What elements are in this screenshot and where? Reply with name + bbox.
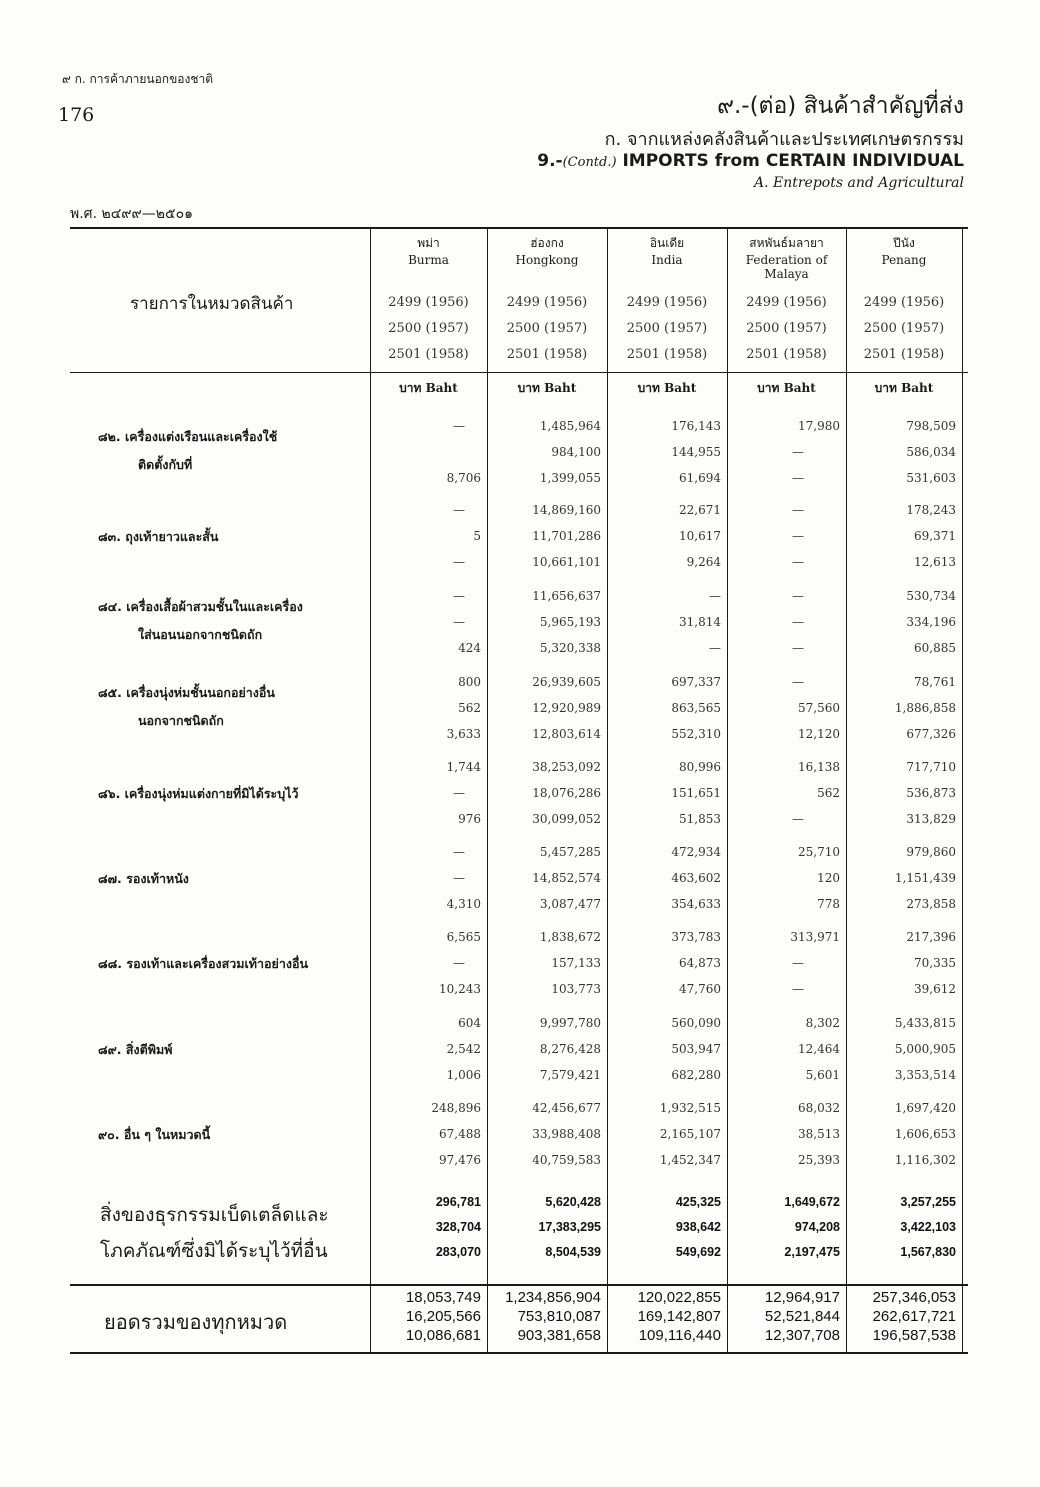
misc-cell: 974,208 [794,1220,840,1234]
table-cell: 144,955 [671,445,721,459]
table-cell: 57,560 [798,701,840,715]
row-label: ๘๒. เครื่องแต่งเรือนและเครื่องใช้ [98,429,278,444]
table-cell: 8,276,428 [539,1042,601,1056]
page-number: 176 [58,104,95,126]
table-cell: 12,464 [798,1042,840,1056]
table-cell: — [792,641,804,655]
unit-label: บาท Baht [399,381,458,395]
table-cell: 33,988,408 [532,1127,601,1141]
table-cell: 7,579,421 [539,1068,601,1082]
grand-total-cell: 52,521,844 [764,1308,840,1325]
table-cell: — [792,529,804,543]
section-caption: ๙ ก. การค้าภายนอกของชาติ [62,72,214,86]
title-main: IMPORTS from CERTAIN INDIVIDUAL [622,151,964,171]
year-label: 2501 (1958) [388,347,469,362]
column-header-english: Penang [881,253,927,267]
year-label: 2499 (1956) [626,295,708,310]
table-cell: — [709,641,721,655]
table-cell: 3,633 [446,727,481,741]
row-header-label: รายการในหมวดสินค้า [130,294,294,314]
table-cell: 354,633 [671,897,721,911]
table-cell: 11,656,637 [532,589,601,603]
table-cell: — [453,956,465,970]
grand-total-cell: 12,964,917 [764,1289,840,1306]
table-cell: 67,488 [439,1127,481,1141]
row-label: ใส่นอนนอกจากชนิดถัก [138,627,263,642]
table-cell: 68,032 [798,1101,840,1115]
column-header-english: Burma [408,253,449,267]
year-label: 2499 (1956) [388,295,469,310]
table-cell: — [453,555,465,569]
row-label: ๘๕. เครื่องนุ่งห่มชั้นนอกอย่างอื่น [98,685,275,700]
misc-cell: 3,422,103 [900,1220,956,1234]
table-cell: 80,996 [679,760,721,774]
table-cell: 70,335 [914,956,956,970]
table-cell: — [792,812,804,826]
table-cell: 1,006 [446,1068,481,1082]
table-cell: 157,133 [551,956,601,970]
misc-cell: 1,649,672 [784,1195,840,1209]
row-label: ๘๘. รองเท้าและเครื่องสวมเท้าอย่างอื่น [98,956,309,971]
year-range: พ.ศ. ๒๔๙๙—๒๕๐๑ [70,206,194,222]
table-cell: 78,761 [914,675,956,689]
table-cell: 60,885 [914,641,956,655]
unit-label: บาท Baht [517,381,577,395]
table-cell: 69,371 [914,529,956,543]
table-cell: 12,120 [798,727,840,741]
column-header [727,236,846,281]
grand-total-cell: 16,205,566 [405,1308,481,1325]
misc-cell: 2,197,475 [784,1245,840,1259]
grand-total-cell: 903,381,658 [517,1327,601,1344]
table-cell: 677,326 [906,727,956,741]
row-label: ๙๐. อื่น ๆ ในหมวดนี้ [98,1127,211,1142]
table-cell: 51,853 [679,812,721,826]
table-cell: 25,710 [798,845,840,859]
column-header [607,236,727,267]
column-header [487,236,607,267]
unit-label: บาท Baht [637,381,697,395]
table-cell: 586,034 [906,445,956,459]
table-cell: 562 [817,786,840,800]
table-cell: 151,651 [671,786,721,800]
table-cell: 8,706 [446,471,481,485]
column-header-thai: ฮ่องกง [530,236,564,250]
table-cell: 217,396 [906,930,956,944]
year-label: 2501 (1958) [746,347,827,362]
table-cell: 4,310 [446,897,481,911]
column-header-english: India [651,253,683,267]
table-bottom-rule [70,1352,968,1354]
page-subtitle-thai: ก. จากแหล่งคลังสินค้าและประเทศเกษตรกรรม [604,129,964,150]
unit-label: บาท Baht [874,381,934,395]
table-cell: 2,542 [446,1042,481,1056]
misc-cell: 296,781 [435,1195,481,1209]
table-cell: 5,320,338 [539,641,601,655]
column-header [370,236,487,267]
table-cell: 5,457,285 [539,845,601,859]
table-cell: 38,253,092 [532,760,601,774]
table-cell: 334,196 [906,615,956,629]
year-label: 2499 (1956) [863,295,945,310]
table-top-rule [70,227,968,229]
misc-cell: 425,325 [675,1195,721,1209]
title-contd: (Contd.) [562,155,617,170]
year-label: 2500 (1957) [626,321,708,336]
table-cell: 313,829 [906,812,956,826]
table-cell: 800 [458,675,481,689]
table-cell: 12,803,614 [532,727,601,741]
table-cell: 25,393 [798,1153,840,1167]
table-cell: 1,452,347 [659,1153,721,1167]
table-cell: 22,671 [679,503,721,517]
grand-total-cell: 753,810,087 [517,1308,601,1325]
column-header-english: Federation of Malaya [745,253,828,281]
table-cell: 778 [817,897,840,911]
column-header [846,236,962,267]
table-cell: 424 [458,641,481,655]
year-label: 2499 (1956) [746,295,827,310]
page-subtitle-english: A. Entrepots and Agricultural [753,175,964,191]
grand-total-cell: 18,053,749 [405,1289,481,1306]
table-cell: 38,513 [798,1127,840,1141]
misc-cell: 328,704 [435,1220,481,1234]
table-cell: 1,744 [446,760,481,774]
table-cell: 984,100 [551,445,601,459]
row-label: ๘๗. รองเท้าหนัง [98,871,189,886]
table-cell: 12,613 [914,555,956,569]
table-cell: 14,869,160 [532,503,601,517]
misc-cell: 938,642 [675,1220,721,1234]
misc-cell: 1,567,830 [900,1245,956,1259]
misc-cell: 549,692 [675,1245,721,1259]
column-header-thai: อินเดีย [649,236,685,250]
column-divider [962,229,963,1352]
row-label: ๘๓. ถุงเท้ายาวและสั้น [98,529,219,544]
row-label: นอกจากชนิดถัก [138,713,224,728]
table-cell: 5,965,193 [539,615,601,629]
table-cell: 97,476 [439,1153,481,1167]
table-cell: 16,138 [798,760,840,774]
misc-cell: 8,504,539 [545,1245,601,1259]
year-label: 2500 (1957) [388,321,469,336]
table-cell: 536,873 [906,786,956,800]
table-cell: — [453,871,465,885]
table-cell: 5 [473,529,481,543]
table-cell: 30,099,052 [532,812,601,826]
table-cell: 8,302 [805,1016,840,1030]
table-cell: — [792,615,804,629]
table-cell: — [453,845,465,859]
misc-cell: 5,620,428 [545,1195,601,1209]
table-cell: 9,264 [686,555,721,569]
table-cell: 10,661,101 [532,555,601,569]
table-cell: 1,886,858 [894,701,956,715]
table-cell: 9,997,780 [539,1016,601,1030]
year-label: 2501 (1958) [506,347,588,362]
table-cell: 248,896 [431,1101,481,1115]
table-cell: 373,783 [671,930,721,944]
table-cell: 5,433,815 [894,1016,956,1030]
table-cell: 531,603 [906,471,956,485]
grand-total-cell: 109,116,440 [638,1327,721,1344]
column-header-thai: พม่า [417,236,440,250]
total-top-rule [70,1284,968,1286]
year-label: 2500 (1957) [863,321,945,336]
table-cell: 717,710 [906,760,956,774]
table-cell: 979,860 [906,845,956,859]
table-cell: 6,565 [446,930,481,944]
grand-total-cell: 10,086,681 [405,1327,481,1344]
table-cell: 3,353,514 [894,1068,956,1082]
table-cell: 178,243 [906,503,956,517]
header-bottom-rule [70,372,968,373]
table-cell: 12,920,989 [532,701,601,715]
table-cell: 18,076,286 [532,786,601,800]
table-cell: 560,090 [671,1016,721,1030]
grand-total-cell: 257,346,053 [872,1289,956,1306]
table-cell: 14,852,574 [532,871,601,885]
table-cell: — [709,589,721,603]
column-header-thai: สหพันธ์มลายา [749,236,824,250]
table-cell: 273,858 [906,897,956,911]
misc-cell: 283,070 [435,1245,481,1259]
year-label: 2500 (1957) [506,321,588,336]
table-cell: 103,773 [551,982,601,996]
table-cell: — [792,471,804,485]
table-cell: 11,701,286 [532,529,601,543]
table-cell: 562 [458,701,481,715]
table-cell: — [453,503,465,517]
table-cell: 682,280 [671,1068,721,1082]
table-cell: — [792,555,804,569]
grand-total-label: ยอดรวมของทุกหมวด [104,1310,288,1334]
page-title-thai: ๙.-(ต่อ) สินค้าสำคัญที่ส่ง [717,93,964,119]
table-cell: — [792,589,804,603]
table-cell: 472,934 [671,845,721,859]
table-cell: 120 [817,871,840,885]
table-cell: 1,151,439 [894,871,956,885]
table-cell: 1,399,055 [539,471,601,485]
table-cell: 26,939,605 [532,675,601,689]
grand-total-cell: 120,022,855 [637,1289,721,1306]
table-cell: — [792,956,804,970]
table-cell: 176,143 [671,419,721,433]
table-cell: 10,617 [679,529,721,543]
table-cell: 1,932,515 [659,1101,721,1115]
year-label: 2501 (1958) [863,347,945,362]
table-cell: 697,337 [671,675,721,689]
table-cell: 863,565 [671,701,721,715]
grand-total-cell: 12,307,708 [764,1327,840,1344]
table-cell: 10,243 [439,982,481,996]
year-label: 2499 (1956) [506,295,588,310]
table-cell: 1,697,420 [894,1101,956,1115]
column-header-english: Hongkong [515,253,579,267]
misc-cell: 3,257,255 [900,1195,956,1209]
table-cell: 40,759,583 [532,1153,601,1167]
table-cell: — [453,589,465,603]
misc-section-label: โภคภัณฑ์ซึ่งมิได้ระบุไว้ที่อื่น [100,1240,328,1262]
misc-section-label: สิ่งของธุรกรรมเบ็ดเตล็ดและ [100,1204,329,1226]
table-cell: 2,165,107 [659,1127,721,1141]
unit-label: บาท Baht [757,381,816,395]
row-label: ๘๖. เครื่องนุ่งห่มแต่งกายที่มิได้ระบุไว้ [98,786,299,801]
table-cell: 313,971 [790,930,840,944]
row-label: ๘๔. เครื่องเสื้อผ้าสวมชั้นในและเครื่อง [98,599,303,614]
year-label: 2501 (1958) [626,347,708,362]
table-cell: 42,456,677 [532,1101,601,1115]
table-cell: 5,601 [805,1068,840,1082]
row-label: ติดตั้งกับที่ [138,457,193,472]
misc-cell: 17,383,295 [538,1220,601,1234]
table-cell: 39,612 [914,982,956,996]
grand-total-cell: 169,142,807 [637,1308,721,1325]
table-cell: 17,980 [798,419,840,433]
table-cell: — [453,786,465,800]
table-cell: 463,602 [671,871,721,885]
table-cell: — [792,445,804,459]
row-label: ๘๙. สิ่งตีพิมพ์ [98,1042,173,1057]
table-cell: 1,838,672 [539,930,601,944]
table-cell: 798,509 [906,419,956,433]
table-cell: 604 [458,1016,481,1030]
page-title-english [444,151,964,171]
grand-total-cell: 262,617,721 [872,1308,956,1325]
table-cell: — [792,675,804,689]
table-cell: — [453,419,465,433]
table-cell: — [792,503,804,517]
table-cell: 5,000,905 [894,1042,956,1056]
table-cell: 1,116,302 [894,1153,956,1167]
table-cell: — [792,982,804,996]
grand-total-cell: 196,587,538 [872,1327,956,1344]
table-cell: 503,947 [671,1042,721,1056]
table-cell: — [453,615,465,629]
grand-total-cell: 1,234,856,904 [505,1289,601,1306]
table-cell: 976 [458,812,481,826]
table-cell: 47,760 [679,982,721,996]
title-number: 9.- [537,151,563,171]
table-cell: 64,873 [679,956,721,970]
column-header-thai: ปีนัง [893,236,915,250]
table-cell: 552,310 [671,727,721,741]
table-cell: 530,734 [906,589,956,603]
table-cell: 31,814 [679,615,721,629]
table-cell: 1,606,653 [894,1127,956,1141]
table-cell: 61,694 [679,471,721,485]
table-cell: 1,485,964 [539,419,601,433]
year-label: 2500 (1957) [746,321,827,336]
table-cell: 3,087,477 [539,897,601,911]
